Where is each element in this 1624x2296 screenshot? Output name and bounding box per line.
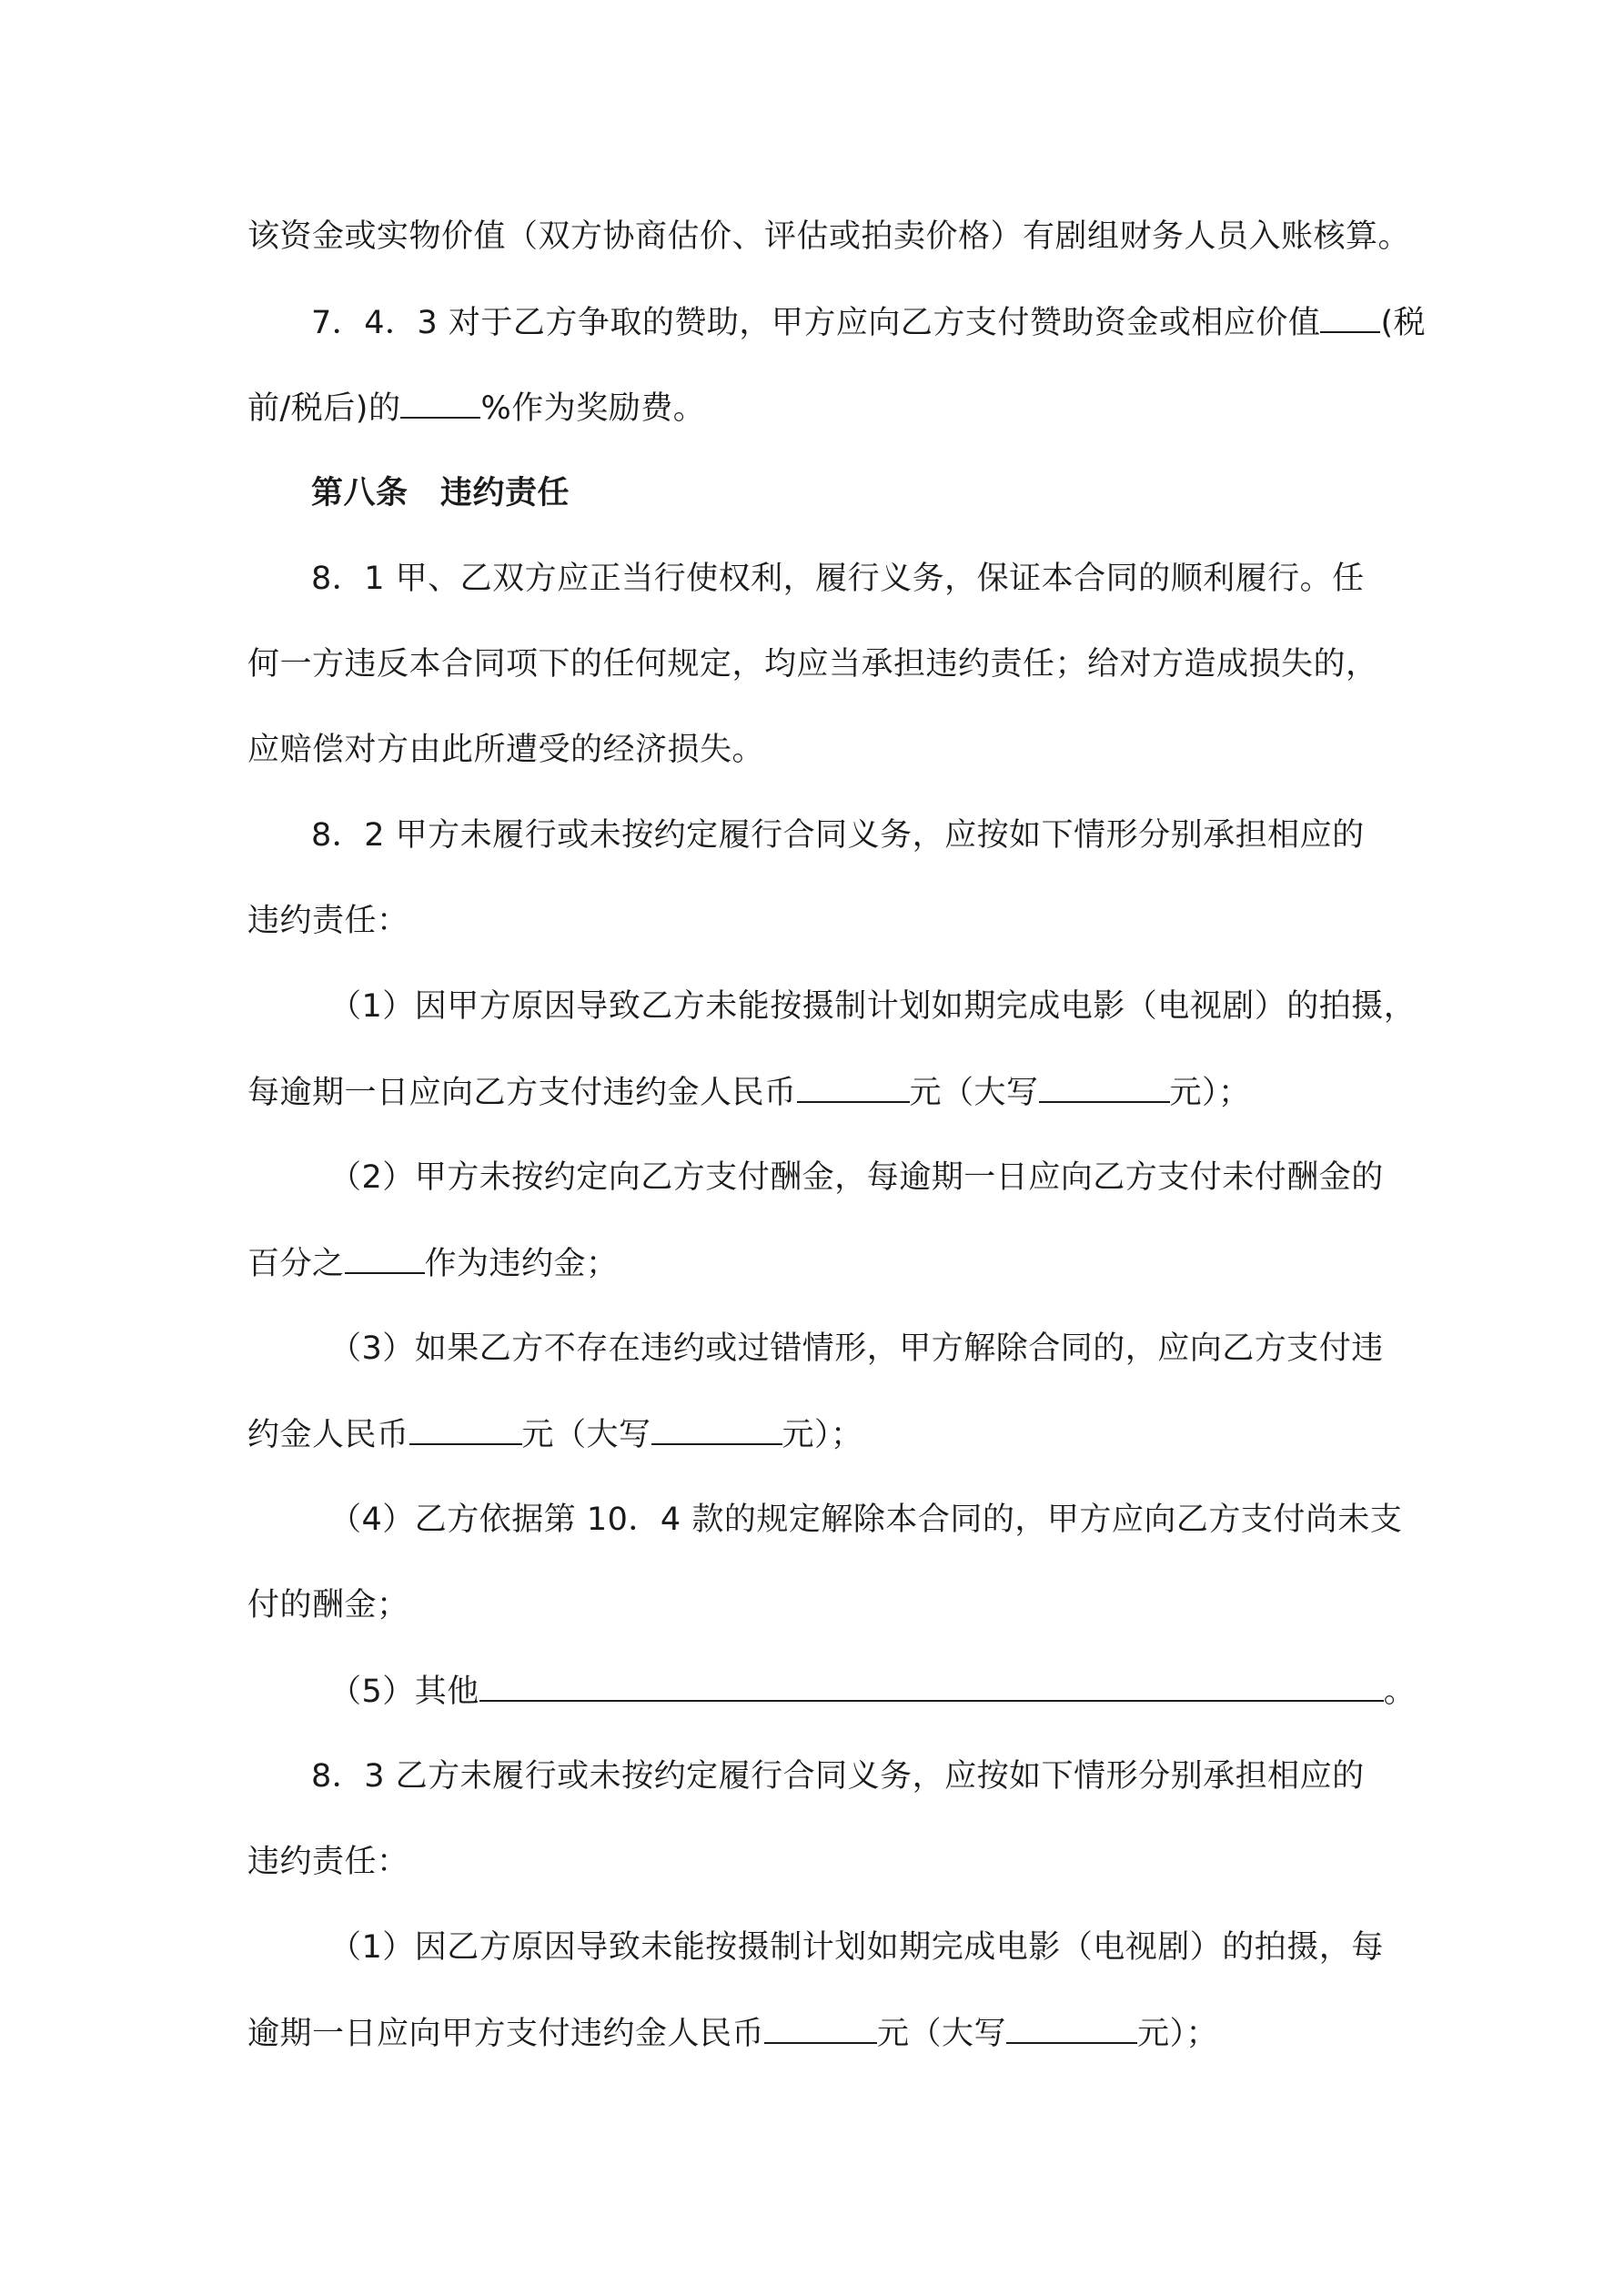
item-8-2-4-line-2 (247, 1583, 1394, 1627)
clause-8-1-line-2 (247, 642, 1394, 686)
text: 8．1 甲、乙双方应正当行使权利，履行义务，保证本合同的顺利履行。任 (311, 561, 1365, 597)
amount-in-words-blank[interactable] (1039, 1070, 1170, 1103)
text: （3）如果乙方不存在违约或过错情形，甲方解除合同的，应向乙方支付违 (329, 1330, 1384, 1367)
text: 元）； (1137, 2016, 1219, 2052)
item-8-2-2-line-1 (329, 1156, 1476, 1199)
text: 违约责任： (247, 903, 409, 939)
item-8-3-1-line-2 (247, 2011, 1394, 2055)
article-8-heading (311, 471, 1458, 515)
text: 元（大写 (909, 1075, 1039, 1111)
amount-in-words-blank[interactable] (651, 1412, 782, 1445)
text: 该资金或实物价值（双方协商估价、评估或拍卖价格）有剧组财务人员入账核算。 (247, 218, 1411, 255)
item-8-2-4-line-1 (329, 1498, 1476, 1542)
percent-blank[interactable] (345, 1241, 425, 1274)
item-8-3-1-line-1 (329, 1926, 1476, 1969)
text: （4）乙方依据第 10．4 款的规定解除本合同的，甲方应向乙方支付尚未支 (329, 1502, 1403, 1538)
text: 元（大写 (877, 2016, 1007, 2052)
fill-in-blank[interactable] (1320, 300, 1380, 333)
clause-7-4-3-line-2 (247, 386, 1394, 430)
text: （1）因甲方原因导致乙方未能按摄制计划如期完成电影（电视剧）的拍摄， (329, 988, 1417, 1025)
item-8-2-3-line-1 (329, 1327, 1476, 1371)
paragraph-line (247, 215, 1411, 258)
text: 违约责任： (247, 1844, 409, 1880)
text: 约金人民币 (247, 1417, 409, 1453)
fill-in-blank[interactable] (400, 386, 480, 419)
clause-8-3-line-1 (311, 1755, 1458, 1798)
text: 元）； (1169, 1075, 1251, 1111)
item-8-2-1-line-2 (247, 1070, 1394, 1114)
clause-8-2-line-2 (247, 899, 1394, 943)
text: 何一方违反本合同项下的任何规定，均应当承担违约责任；给对方造成损失的， (247, 646, 1378, 683)
amount-in-words-blank[interactable] (1006, 2011, 1137, 2044)
item-8-2-5 (329, 1669, 1476, 1713)
clause-8-1-line-3 (247, 728, 1394, 772)
item-8-2-2-line-2 (247, 1241, 1394, 1285)
text: %作为奖励费。 (480, 390, 706, 427)
clause-8-3-line-2 (247, 1840, 1394, 1884)
text: 元）； (782, 1417, 863, 1453)
item-8-2-3-line-2 (247, 1412, 1394, 1456)
text: 8．2 甲方未履行或未按约定履行合同义务，应按如下情形分别承担相应的 (311, 817, 1365, 854)
text: 8．3 乙方未履行或未按约定履行合同义务，应按如下情形分别承担相应的 (311, 1758, 1365, 1795)
text: 付的酬金； (247, 1587, 409, 1623)
clause-8-1-line-1 (311, 557, 1458, 601)
text: （5）其他 (329, 1674, 479, 1710)
text: 前/税后)的 (247, 390, 401, 427)
text: 每逾期一日应向乙方支付违约金人民币 (247, 1075, 797, 1111)
text: 元（大写 (521, 1417, 651, 1453)
amount-blank[interactable] (409, 1412, 522, 1445)
item-8-2-1-line-1 (329, 985, 1476, 1028)
amount-blank[interactable] (797, 1070, 910, 1103)
text: （2）甲方未按约定向乙方支付酬金，每逾期一日应向乙方支付未付酬金的 (329, 1159, 1384, 1196)
amount-blank[interactable] (764, 2011, 877, 2044)
text: 逾期一日应向甲方支付违约金人民币 (247, 2016, 765, 2052)
text: 7．4．3 对于乙方争取的赞助，甲方应向乙方支付赞助资金或相应价值 (311, 305, 1321, 341)
other-terms-blank[interactable] (479, 1669, 1384, 1702)
text: 百分之 (247, 1246, 345, 1282)
text: 应赔偿对方由此所遭受的经济损失。 (247, 732, 765, 768)
text: 作为违约金； (424, 1246, 619, 1282)
clause-7-4-3-line-1 (311, 300, 1458, 344)
text: 。 (1383, 1674, 1417, 1710)
text: (税 (1380, 305, 1427, 341)
clause-8-2-line-1 (311, 814, 1458, 857)
heading-text: 第八条 违约责任 (311, 475, 570, 511)
text: （1）因乙方原因导致未能按摄制计划如期完成电影（电视剧）的拍摄，每 (329, 1929, 1384, 1966)
